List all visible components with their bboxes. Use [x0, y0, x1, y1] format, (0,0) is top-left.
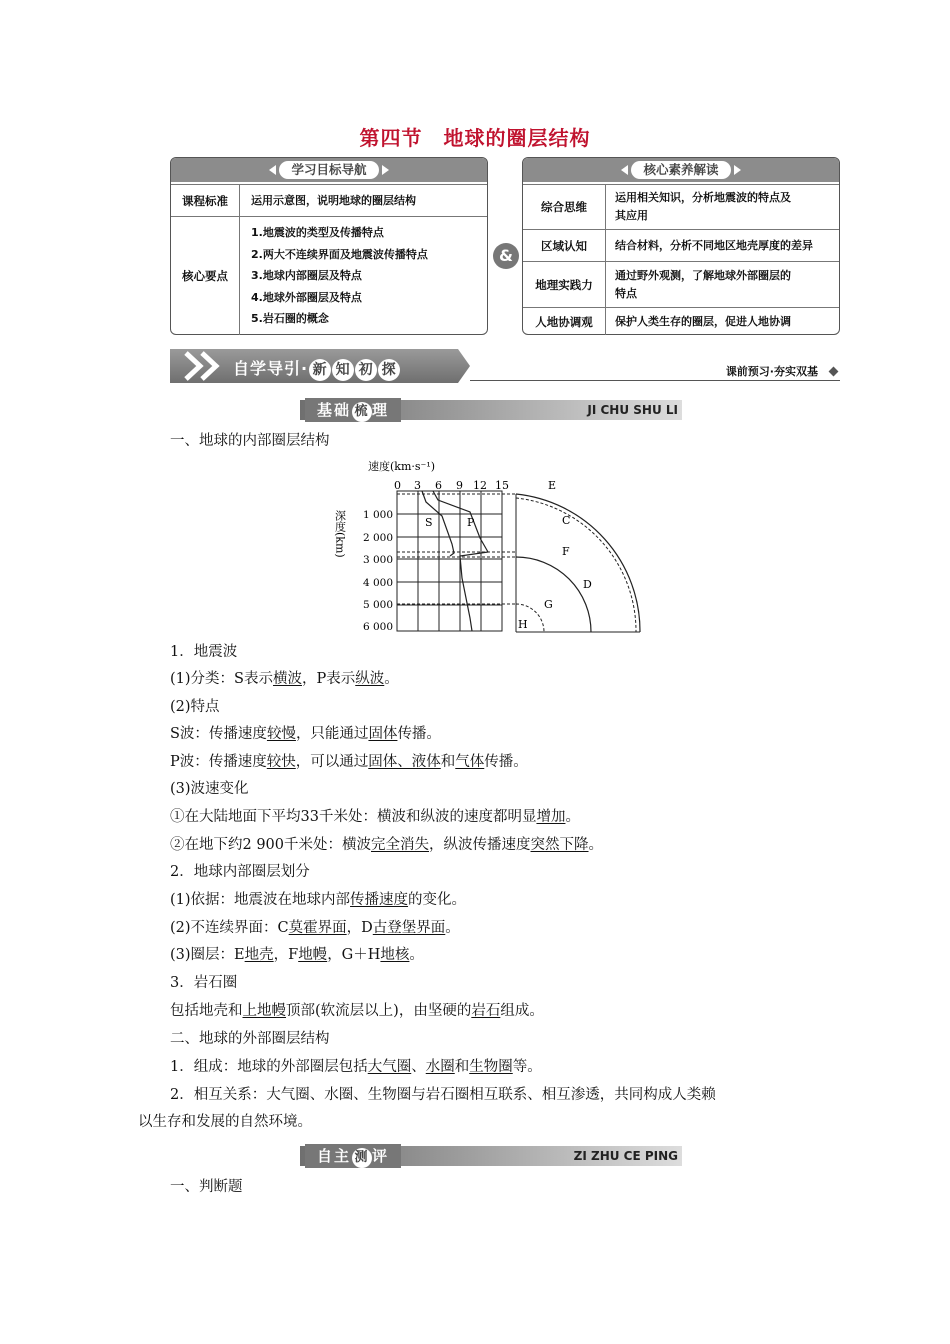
banner-rule — [470, 380, 840, 381]
keypoint-item: 4.地球外部圈层及特点 — [251, 290, 362, 304]
x-tick-labels — [394, 479, 509, 492]
layer-label: D — [583, 578, 592, 591]
text-classification: (1)分类：S表示横波，P表示纵波。 — [170, 671, 399, 687]
layer-labels — [518, 479, 592, 631]
x-tick: 15 — [495, 479, 509, 492]
keypoint-item: 1.地震波的类型及传播特点 — [251, 226, 384, 240]
section-label-selftest: 自主 测 评 — [305, 1144, 401, 1168]
x-tick: 3 — [414, 479, 421, 492]
text-relationship-cont: 以生存和发展的自然环境。 — [138, 1114, 312, 1130]
text-p-wave: P波：传播速度较快，可以通过固体、液体和气体传播。 — [170, 754, 528, 770]
layer-label: F — [562, 545, 570, 558]
banner-subtitle: 课前预习·夯实双基 — [725, 365, 818, 378]
y-tick: 1 000 — [362, 509, 393, 521]
text-change-2: ②在地下约2 900千米处：横波完全消失，纵波传播速度突然下降。 — [170, 837, 604, 853]
text-lithosphere-def: 包括地壳和上地幔顶部(软流层以上)，由坚硬的岩石组成。 — [170, 1003, 544, 1019]
y-tick: 3 000 — [362, 554, 393, 566]
learning-goals-panel — [170, 157, 488, 335]
y-tick: 5 000 — [362, 599, 393, 611]
literacy-row: 综合思维 运用相关知识，分析地震波的特点及 其应用 — [523, 184, 839, 229]
text-features: (2)特点 — [170, 699, 220, 715]
text-change-1: ①在大陆地面下平均33千米处：横波和纵波的速度都明显增加。 — [170, 809, 580, 825]
y-tick-labels — [363, 509, 393, 633]
y-tick: 4 000 — [362, 577, 393, 589]
literacy-row: 区域认知 结合材料，分析不同地区地壳厚度的差异 — [523, 229, 839, 261]
earth-quadrant — [516, 494, 640, 632]
keypoint-item: 3.地球内部圈层及特点 — [251, 269, 362, 283]
x-tick: 9 — [456, 479, 463, 492]
section-right-selftest: ZI ZHU CE PING — [573, 1149, 678, 1163]
heading-outer-structure: 二、地球的外部圈层结构 — [170, 1031, 330, 1047]
y-tick: 6 000 — [362, 621, 393, 633]
core-literacy-panel — [522, 157, 840, 335]
x-axis-label: 速度(km·s⁻¹) — [368, 460, 436, 473]
text-layers: (3)圈层：E地壳，F地幔，G＋H地核。 — [170, 947, 424, 963]
text-discontinuity: (2)不连续界面：C莫霍界面，D古登堡界面。 — [170, 920, 460, 936]
boundary-lines — [397, 494, 516, 604]
literacy-row: 地理实践力 通过野外观测，了解地球外部圈层的 特点 — [523, 261, 839, 307]
p-wave-label: P — [467, 516, 475, 529]
y-axis-label: 深度(km) — [333, 510, 347, 558]
x-tick: 12 — [473, 479, 487, 492]
layer-label: C — [562, 514, 571, 527]
keypoint-item: 5.岩石圈的概念 — [251, 312, 329, 326]
layer-label: G — [544, 598, 553, 611]
goal-row-keypoints: 核心要点 1.地震波的类型及传播特点 2.两大不连续界面及地震波传播特点 3.地球内部圈层及特点 4.地球外部圈层及特点 5.岩石圈的概念 — [171, 216, 487, 335]
heading-judgement: 一、判断题 — [170, 1179, 243, 1195]
layer-label: H — [518, 618, 528, 631]
ampersand-icon: & — [493, 243, 519, 269]
section-label-basics: 基础 梳 理 — [305, 398, 401, 422]
section-right-basics: JI CHU SHU LI — [587, 403, 678, 417]
text-basis: (1)依据：地震波在地球内部传播速度的变化。 — [170, 892, 467, 908]
y-tick: 2 000 — [362, 532, 393, 544]
heading-inner-structure: 一、地球的内部圈层结构 — [170, 433, 330, 449]
text-seismic-wave: 1．地震波 — [170, 644, 238, 660]
x-tick: 0 — [394, 479, 401, 492]
keypoint-item: 2.两大不连续界面及地震波传播特点 — [251, 247, 428, 261]
text-inner-division: 2．地球内部圈层划分 — [170, 864, 310, 880]
layer-label: E — [548, 479, 557, 492]
chevron-icon — [182, 350, 228, 386]
diamond-icon — [829, 367, 839, 377]
s-wave-label: S — [425, 516, 433, 529]
velocity-grid — [397, 491, 502, 631]
core-literacy-header: 核心素养解读 — [523, 158, 839, 182]
banner-title: 自学导引· 新 知 初 探 — [233, 356, 400, 381]
earth-structure-diagram — [330, 458, 650, 638]
text-s-wave: S波：传播速度较慢，只能通过固体传播。 — [170, 726, 441, 742]
text-lithosphere: 3．岩石圈 — [170, 975, 238, 991]
page-title: 第四节 地球的圈层结构 — [359, 126, 591, 150]
literacy-row: 人地协调观 保护人类生存的圈层，促进人地协调 — [523, 307, 839, 335]
x-tick: 6 — [435, 479, 442, 492]
text-relationship: 2．相互关系：大气圈、水圈、生物圈与岩石圈相互联系、相互渗透，共同构成人类赖 — [170, 1087, 716, 1103]
learning-goals-header: 学习目标导航 — [171, 158, 487, 182]
goal-row-standard: 课程标准 运用示意图，说明地球的圈层结构 — [171, 184, 487, 216]
text-speed-change: (3)波速变化 — [170, 781, 249, 797]
text-outer-composition: 1．组成：地球的外部圈层包括大气圈、水圈和生物圈等。 — [170, 1059, 542, 1075]
